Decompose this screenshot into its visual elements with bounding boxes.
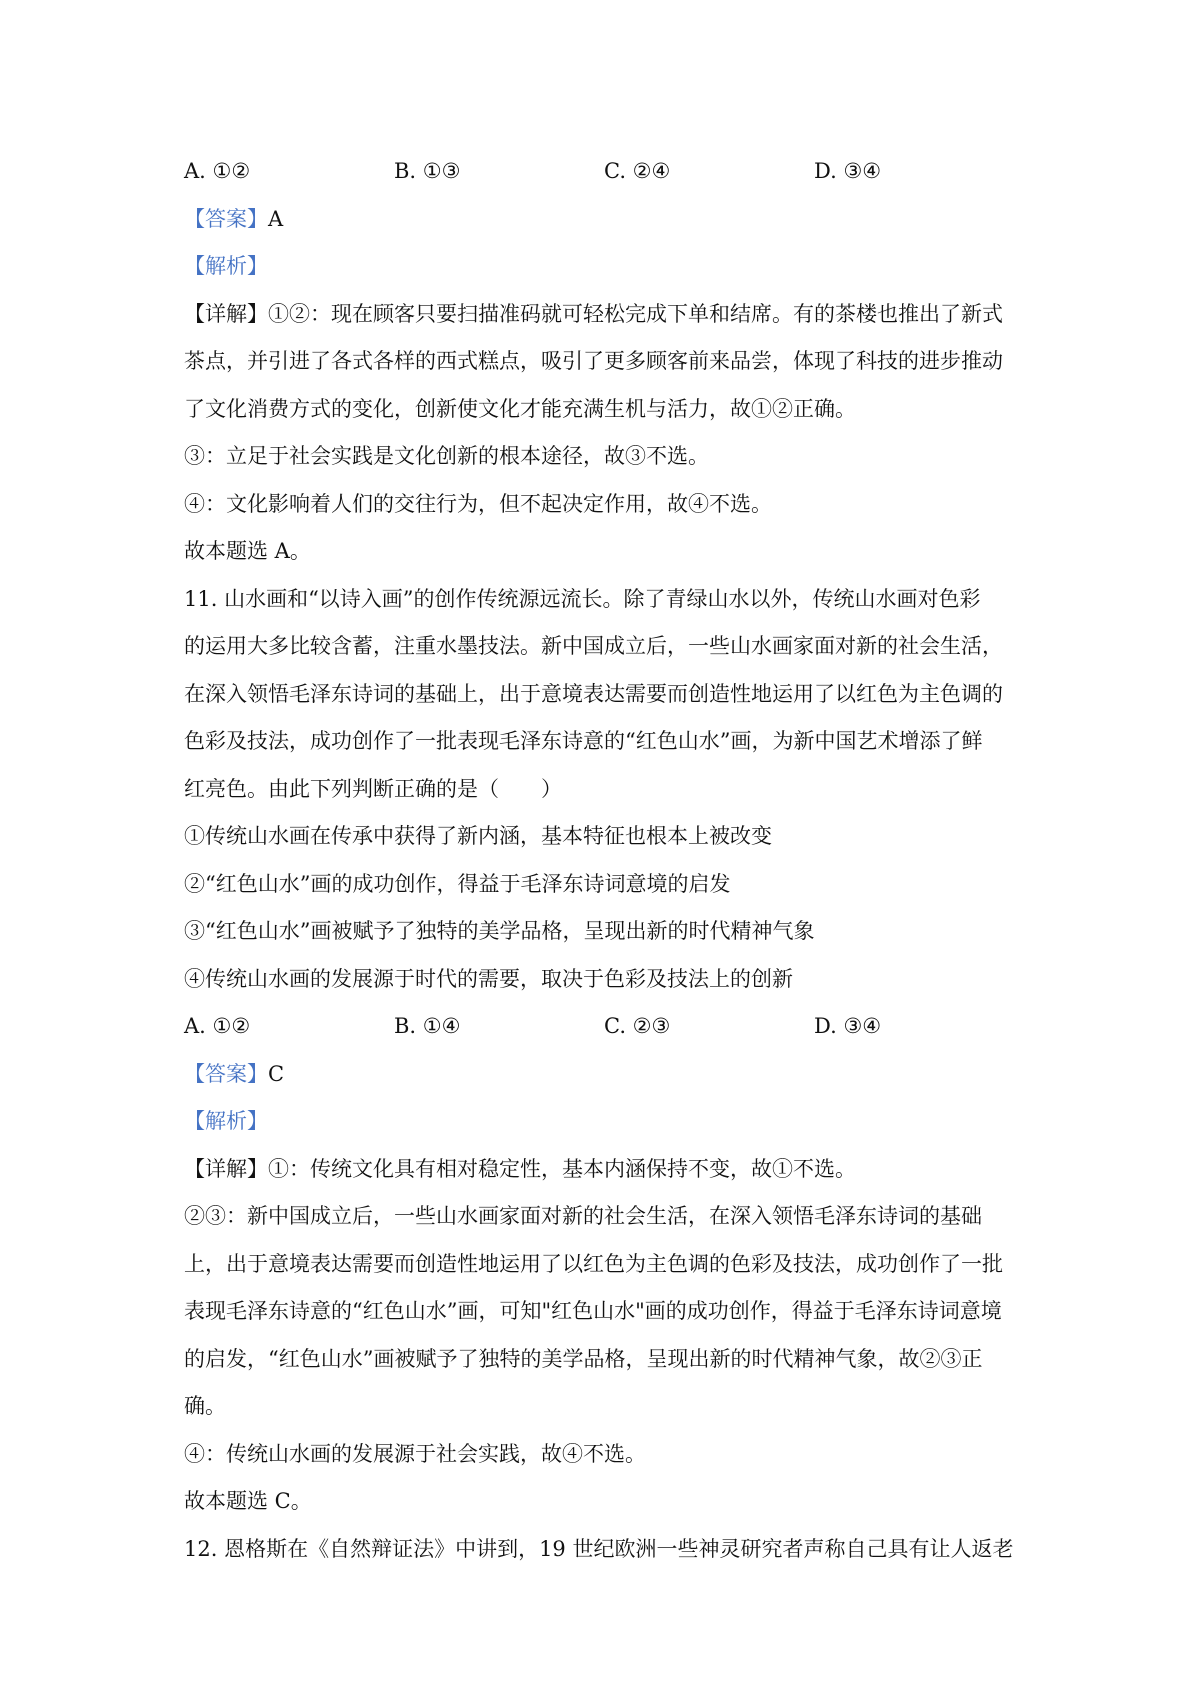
- q11-statement: ②“红色山水”画的成功创作，得益于毛泽东诗词意境的启发: [184, 871, 731, 896]
- analysis-tag: 【解析】: [184, 254, 268, 278]
- q11-detail-line: 确。: [184, 1394, 226, 1418]
- detail-tag: 【详解】: [184, 1156, 268, 1181]
- q10-options: [184, 148, 1024, 196]
- q10-detail-line: 茶点，并引进了各式各样的西式糕点，吸引了更多顾客前来品尝，体现了科技的进步推动: [184, 349, 1003, 373]
- q11-stem-line: 红亮色。由此下列判断正确的是（ ）: [184, 776, 562, 801]
- detail-tag: 【详解】: [184, 301, 268, 326]
- q10-option-a: A. ①②: [184, 159, 251, 183]
- q11-detail-line: 上，出于意境表达需要而创造性地运用了以红色为主色调的色彩及技法，成功创作了一批: [184, 1251, 1003, 1276]
- q11-answer: [184, 1051, 1024, 1099]
- q10-analysis: [184, 243, 1024, 291]
- q10-option-d: D. ③④: [814, 159, 882, 183]
- q11-analysis: [184, 1098, 1024, 1146]
- q11-stem-line: 的运用大多比较含蓄，注重水墨技法。新中国成立后，一些山水画家面对新的社会生活，: [184, 634, 1003, 658]
- q11-statement: ③“红色山水”画被赋予了独特的美学品格，呈现出新的时代精神气象: [184, 919, 815, 943]
- q10-detail-line: 了文化消费方式的变化，创新使文化才能充满生机与活力，故①②正确。: [184, 396, 856, 421]
- answer-value: C: [268, 1061, 285, 1086]
- q11-stem-line: 11. 山水画和“以诗入画”的创作传统源远流长。除了青绿山水以外，传统山水画对色彩: [184, 586, 981, 611]
- q10-answer: [184, 196, 1024, 244]
- q11-statement: ①传统山水画在传承中获得了新内涵，基本特征也根本上被改变: [184, 824, 772, 848]
- answer-value: A: [268, 206, 284, 231]
- q10-option-b: B. ①③: [394, 159, 461, 183]
- q11-conclusion: 故本题选 C。: [184, 1489, 312, 1513]
- q10-option-c: C. ②④: [604, 159, 671, 183]
- q10-conclusion: 故本题选 A。: [184, 539, 311, 563]
- detail-text: ①：传统文化具有相对稳定性，基本内涵保持不变，故①不选。: [268, 1156, 856, 1181]
- q11-stem-line: 在深入领悟毛泽东诗词的基础上，出于意境表达需要而创造性地运用了以红色为主色调的: [184, 681, 1003, 706]
- q11-statement: ④传统山水画的发展源于时代的需要，取决于色彩及技法上的创新: [184, 966, 793, 991]
- answer-tag: 【答案】: [184, 206, 268, 231]
- q10-detail-line: ④：文化影响着人们的交往行为，但不起决定作用，故④不选。: [184, 491, 772, 516]
- detail-text: ①②：现在顾客只要扫描准码就可轻松完成下单和结席。有的茶楼也推出了新式: [268, 301, 1003, 326]
- q11-detail-line: 的启发，“红色山水”画被赋予了独特的美学品格，呈现出新的时代精神气象，故②③正: [184, 1346, 983, 1371]
- q11-options: [184, 1003, 1024, 1051]
- q11-option-a: A. ①②: [184, 1014, 251, 1038]
- q11-option-d: D. ③④: [814, 1014, 882, 1038]
- q10-detail-line: [184, 291, 1024, 339]
- q11-option-b: B. ①④: [394, 1014, 461, 1038]
- q11-detail-line: [184, 1146, 1024, 1194]
- q11-detail-line: ②③：新中国成立后，一些山水画家面对新的社会生活，在深入领悟毛泽东诗词的基础: [184, 1204, 982, 1228]
- analysis-tag: 【解析】: [184, 1109, 268, 1133]
- document-body: [184, 148, 1024, 1573]
- q11-option-c: C. ②③: [604, 1014, 671, 1038]
- q11-detail-line: 表现毛泽东诗意的“红色山水”画，可知"红色山水"画的成功创作，得益于毛泽东诗词意境: [184, 1299, 1002, 1323]
- q11-stem-line: 色彩及技法，成功创作了一批表现毛泽东诗意的“红色山水”画，为新中国艺术增添了鲜: [184, 729, 983, 753]
- answer-tag: 【答案】: [184, 1061, 268, 1086]
- q10-detail-line: ③：立足于社会实践是文化创新的根本途径，故③不选。: [184, 444, 709, 468]
- q12-stem-line: 12. 恩格斯在《自然辩证法》中讲到，19 世纪欧洲一些神灵研究者声称自己具有让人返老: [184, 1536, 1014, 1561]
- q11-detail-line: ④：传统山水画的发展源于社会实践，故④不选。: [184, 1441, 646, 1466]
